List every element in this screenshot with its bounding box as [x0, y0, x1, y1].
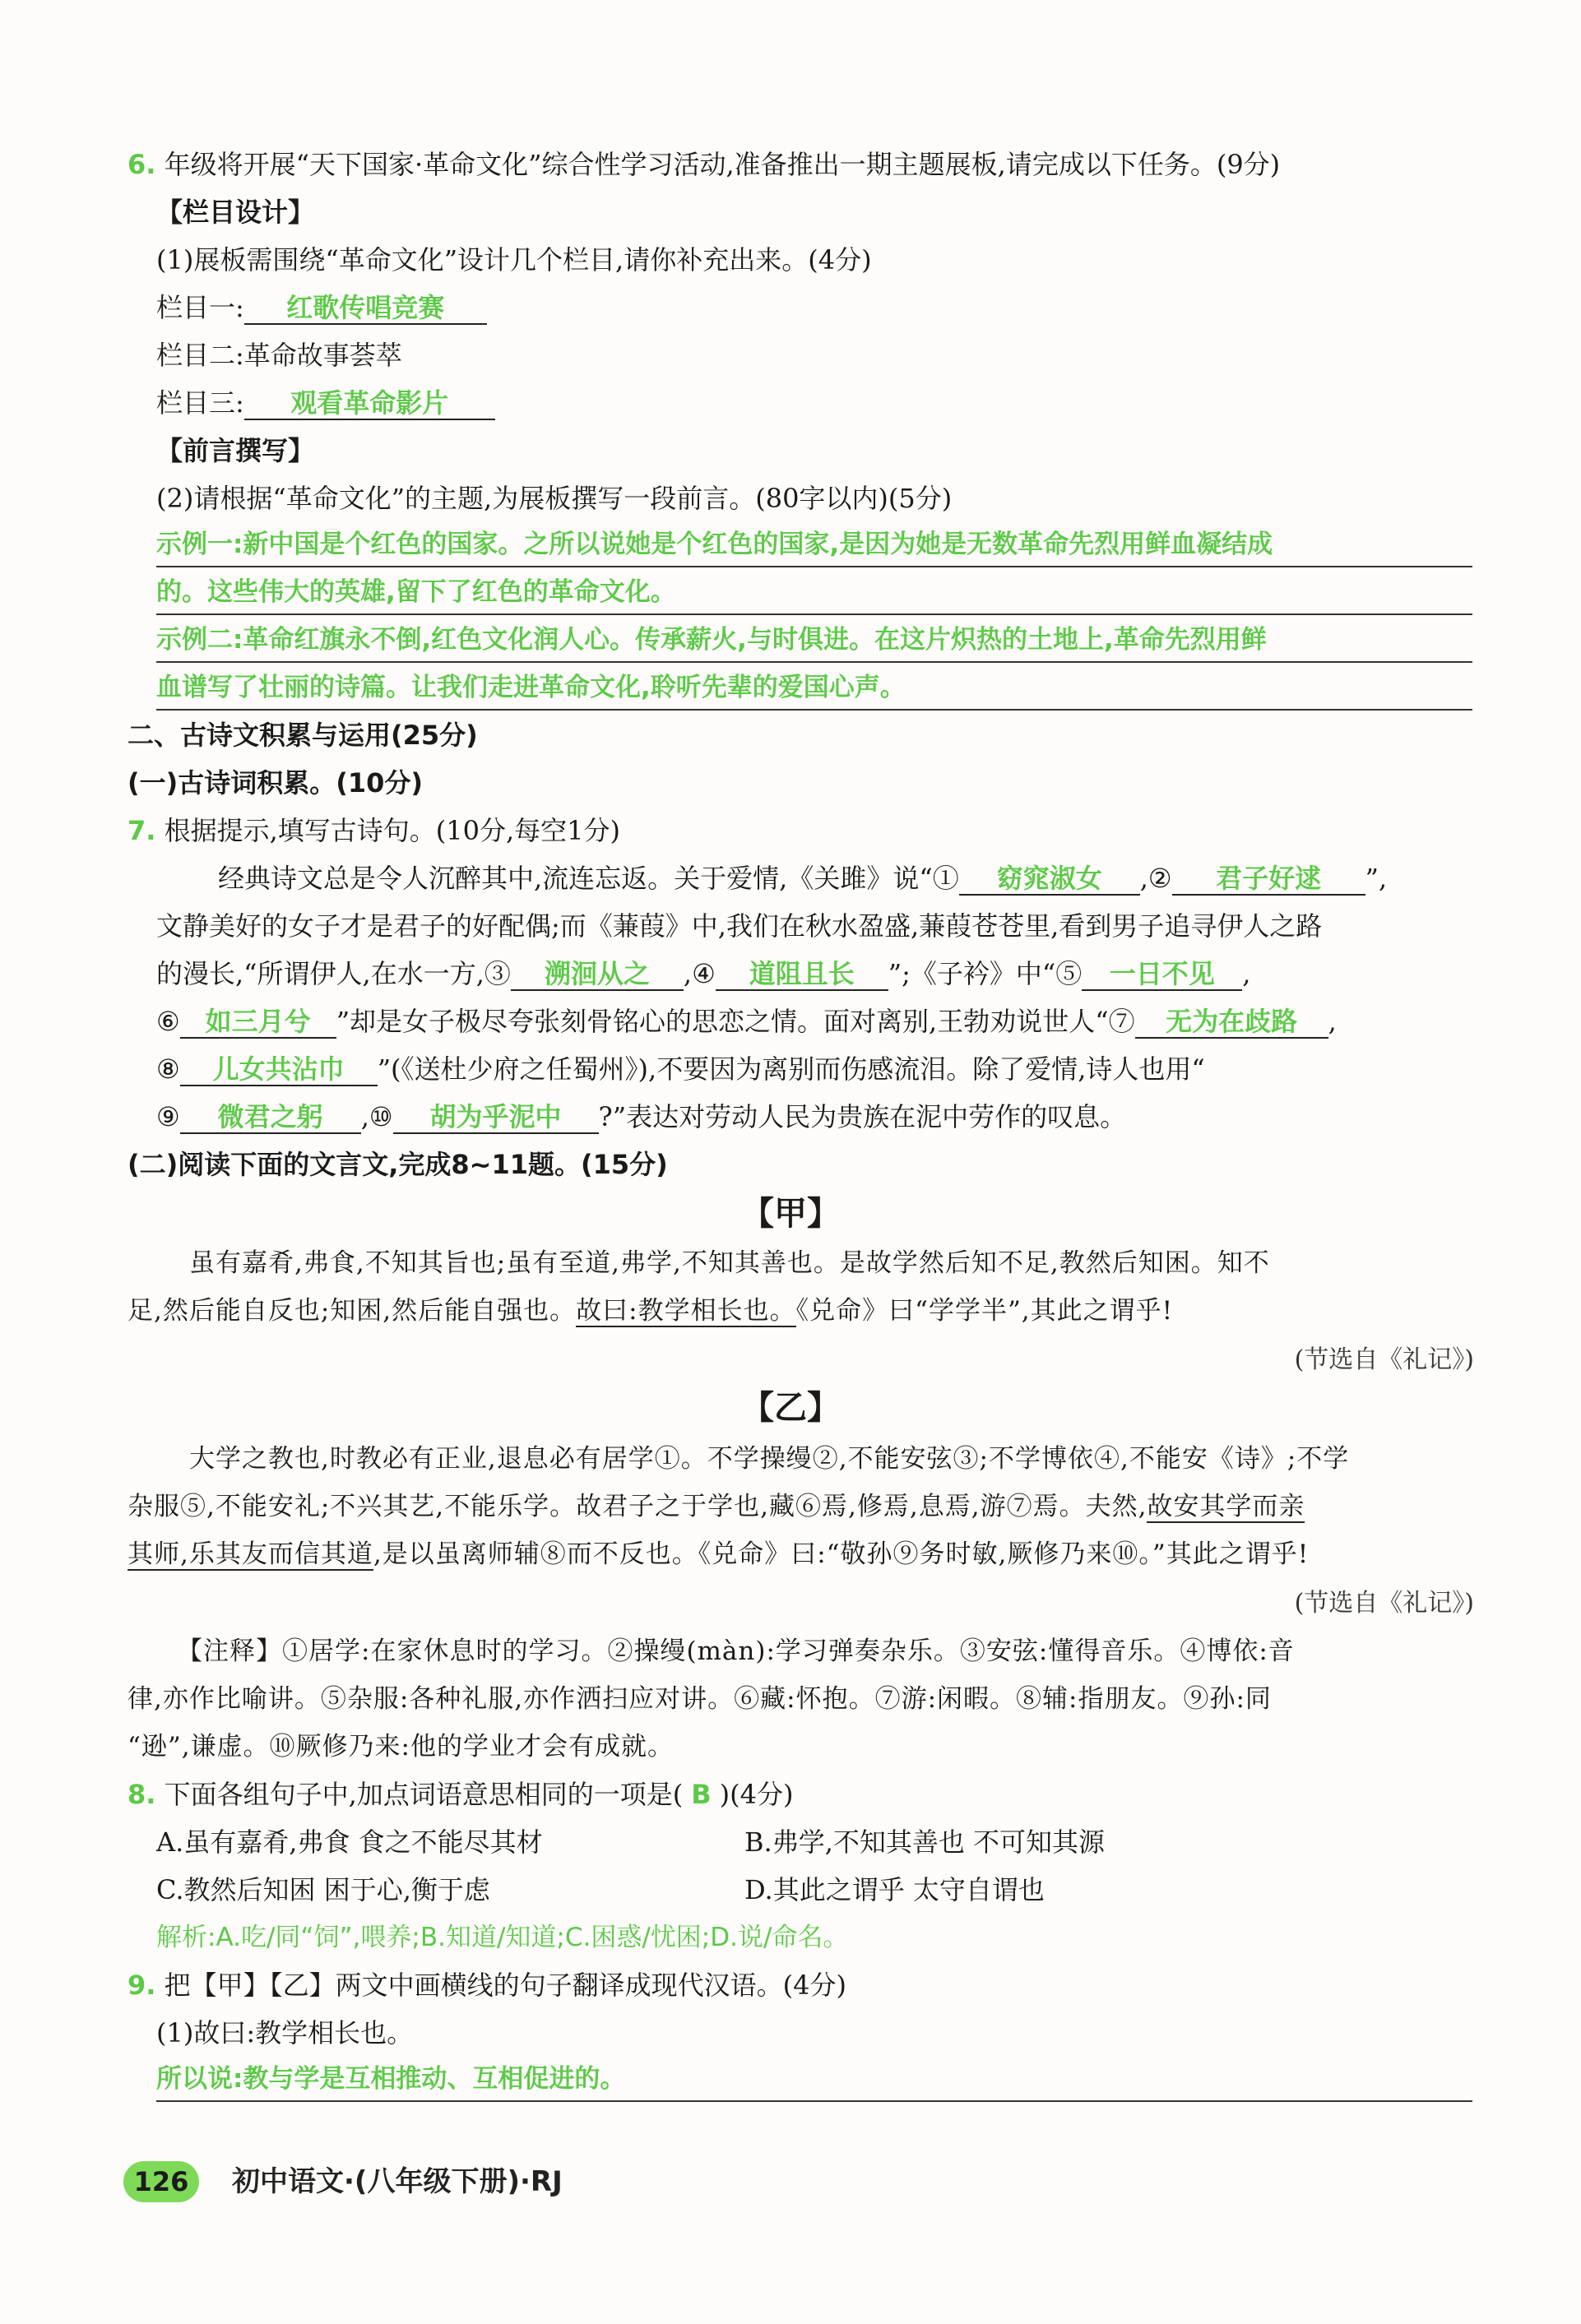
q7-text: ⑧ — [156, 1053, 180, 1085]
q8-analysis: 解析:A.吃/同“饲”,喂养;B.知道/知道;C.困惑/忧困;D.说/命名。 — [156, 1923, 849, 1952]
q7-text: ⑥ — [156, 1006, 180, 1037]
q7-answer-5: 一日不见 — [1082, 958, 1242, 991]
part2-sub2: (二)阅读下面的文言文,完成8~11题。(15分) — [128, 1149, 668, 1180]
q8-stem-line — [128, 1776, 793, 1812]
q9-answer1: 所以说:教与学是互相推动、互相促进的。 — [156, 2064, 626, 2094]
q7-text: 经典诗文总是令人沉醉其中,流连忘返。关于爱情,《关雎》说“① — [218, 863, 959, 894]
q7-text: , — [1328, 1006, 1337, 1037]
passage-yi-line3 — [128, 1536, 1309, 1572]
passage-text: ,是以虽离师辅⑧而不反也。《兑命》曰:“敬孙⑨务时敏,厥修乃来⑩。”其此之谓乎! — [373, 1539, 1310, 1569]
q7-text: ⑨ — [156, 1101, 180, 1132]
q7-line5 — [156, 1051, 1205, 1087]
q6-stem-line — [128, 146, 1280, 183]
passage-yi-line2 — [128, 1488, 1305, 1525]
page-number-badge: 126 — [123, 2161, 199, 2202]
passage-jia-line1: 虽有嘉肴,弗食,不知其旨也;虽有至道,弗学,不知其善也。是故学然后知不足,教然后知困。知不 — [189, 1248, 1270, 1278]
q7-line2: 文静美好的女子才是君子的好配偶;而《蒹葭》中,我们在秋水盈盛,蒹葭苍苍里,看到男子追寻伊人之路 — [156, 910, 1323, 942]
passage-yi-source: (节选自《礼记》) — [1294, 1589, 1474, 1618]
q6-example2-line1: 示例二:革命红旗永不倒,红色文化润人心。传承薪火,与时俱进。在这片炽热的土地上,革命先烈用鲜 — [156, 625, 1267, 655]
q7-line6 — [156, 1099, 1126, 1135]
q6-column2: 栏目二:革命故事荟萃 — [156, 340, 402, 371]
q6-section-preface: 【前言撰写】 — [156, 435, 315, 466]
q8-option-d: D.其此之谓乎 太守自谓也 — [744, 1874, 1045, 1905]
passage-text: 足,然后能自反也;知困,然后能自强也。 — [128, 1296, 577, 1326]
q7-text: , — [1242, 958, 1251, 989]
q7-answer-4: 道阻且长 — [716, 958, 888, 991]
q8-number: 8. — [128, 1779, 156, 1810]
q6-column3 — [156, 385, 495, 421]
q7-answer-3: 溯洄从之 — [511, 958, 684, 991]
q6-example2-line2: 血谱写了壮丽的诗篇。让我们走进革命文化,聆听先辈的爱国心声。 — [156, 673, 906, 702]
q7-line1 — [218, 860, 1387, 896]
q9-number: 9. — [128, 1970, 156, 2001]
q7-text: ”却是女子极尽夸张刻骨铭心的思恋之情。面对离别,王勃劝说世人“⑦ — [336, 1006, 1135, 1037]
q7-text: ,④ — [683, 958, 716, 989]
q6-column3-label: 栏目三: — [156, 387, 244, 419]
q6-column1-label: 栏目一: — [156, 292, 244, 323]
answer-underline — [156, 661, 1472, 663]
passage-yi-line1: 大学之教也,时教必有正业,退息必有居学①。不学操缦②,不能安弦③;不学博依④,不能安《诗》;不学 — [189, 1444, 1350, 1474]
passage-text: 杂服⑤,不能安礼;不兴其艺,不能乐学。故君子之于学也,藏⑥焉,修焉,息焉,游⑦焉。夫然, — [128, 1492, 1148, 1521]
passage-jia-source: (节选自《礼记》) — [1294, 1345, 1474, 1374]
q7-number: 7. — [128, 815, 156, 846]
q7-line4 — [156, 1003, 1337, 1039]
q7-answer-9: 微君之躬 — [180, 1101, 361, 1134]
q8-answer: B — [691, 1779, 712, 1810]
q6-example1-line2: 的。这些伟大的英雄,留下了红色的革命文化。 — [156, 577, 676, 607]
q6-part2-prompt: (2)请根据“革命文化”的主题,为展板撰写一段前言。(80字以内)(5分) — [156, 483, 953, 514]
part2-sub1: (一)古诗词积累。(10分) — [128, 767, 424, 799]
q9-stem-line — [128, 1967, 846, 2003]
q6-column1-answer: 红歌传唱竞赛 — [244, 292, 487, 325]
notes-line3: “逊”,谦虚。⑩厥修乃来:他的学业才会有成就。 — [128, 1732, 674, 1762]
passage-yi-underlined-sentence-part1: 故安其学而亲 — [1147, 1492, 1305, 1521]
q7-text: ”(《送杜少府之任蜀州》),不要因为离别而伤感流泪。除了爱情,诗人也用“ — [377, 1053, 1205, 1085]
q9-part1: (1)故曰:教学相长也。 — [156, 2017, 414, 2049]
q7-stem-line — [128, 812, 620, 849]
footer-book-title: 初中语文·(八年级下册)·RJ — [232, 2165, 563, 2198]
q6-column3-answer: 观看革命影片 — [244, 387, 495, 420]
q7-text: ”;《子衿》中“⑤ — [888, 958, 1083, 989]
q8-stem: 下面各组句子中,加点词语意思相同的一项是( — [164, 1779, 684, 1810]
passage-jia-line2 — [128, 1293, 1173, 1329]
passage-yi-heading: 【乙】 — [741, 1389, 840, 1427]
q7-line3 — [156, 956, 1250, 992]
q7-answer-7: 无为在歧路 — [1135, 1006, 1328, 1039]
q6-part1-prompt: (1)展板需围绕“革命文化”设计几个栏目,请你补充出来。(4分) — [156, 244, 872, 275]
q7-stem: 根据提示,填写古诗句。(10分,每空1分) — [164, 815, 620, 846]
answer-underline — [156, 709, 1472, 711]
q6-stem: 年级将开展“天下国家·革命文化”综合性学习活动,准备推出一期主题展板,请完成以下任务。(9分) — [164, 149, 1281, 180]
q7-text: ,⑩ — [360, 1101, 393, 1132]
answer-underline — [156, 2100, 1472, 2102]
answer-underline — [156, 613, 1472, 615]
q6-example1-line1: 示例一:新中国是个红色的国家。之所以说她是个红色的国家,是因为她是无数革命先烈用鲜血凝结成 — [156, 530, 1273, 559]
q9-stem: 把【甲】【乙】两文中画横线的句子翻译成现代汉语。(4分) — [164, 1970, 846, 2001]
notes-line2: 律,亦作比喻讲。⑤杂服:各种礼服,亦作洒扫应对讲。⑥藏:怀抱。⑦游:闲暇。⑧辅:指朋友。⑨孙:同 — [128, 1684, 1272, 1714]
q6-number: 6. — [128, 149, 156, 180]
passage-yi-underlined-sentence-part2: 其师,乐其友而信其道 — [128, 1539, 373, 1569]
passage-text: 《兑命》曰“学学半”,其此之谓乎! — [795, 1296, 1174, 1326]
q6-section-column-design: 【栏目设计】 — [156, 197, 315, 228]
q7-answer-8: 儿女共沾巾 — [180, 1053, 378, 1086]
q7-text: ?”表达对劳动人民为贵族在泥中劳作的叹息。 — [598, 1101, 1127, 1132]
part2-title: 二、古诗文积累与运用(25分) — [128, 720, 478, 751]
q8-option-a: A.虽有嘉肴,弗食 食之不能尽其材 — [156, 1826, 543, 1858]
q7-text: ,② — [1139, 863, 1172, 894]
q8-stem: )(4分) — [719, 1779, 794, 1810]
passage-jia-heading: 【甲】 — [741, 1195, 840, 1233]
q7-answer-6: 如三月兮 — [180, 1006, 336, 1039]
notes-line1: 【注释】①居学:在家休息时的学习。②操缦(màn):学习弹奏杂乐。③安弦:懂得音乐。④博依:音 — [177, 1637, 1295, 1666]
q8-option-b: B.弗学,不知其善也 不可知其源 — [744, 1826, 1106, 1858]
passage-jia-underlined-sentence: 故曰:教学相长也。 — [576, 1296, 796, 1326]
q7-answer-10: 胡为乎泥中 — [393, 1101, 599, 1134]
q8-option-c: C.教然后知困 困于心,衡于虑 — [156, 1874, 490, 1905]
q7-text: 的漫长,“所谓伊人,在水一方,③ — [156, 958, 511, 989]
q7-text: ”, — [1365, 863, 1388, 894]
q6-column1 — [156, 289, 487, 326]
q7-answer-2: 君子好逑 — [1172, 863, 1365, 896]
answer-underline — [156, 566, 1472, 567]
q7-answer-1: 窈窕淑女 — [959, 863, 1140, 896]
